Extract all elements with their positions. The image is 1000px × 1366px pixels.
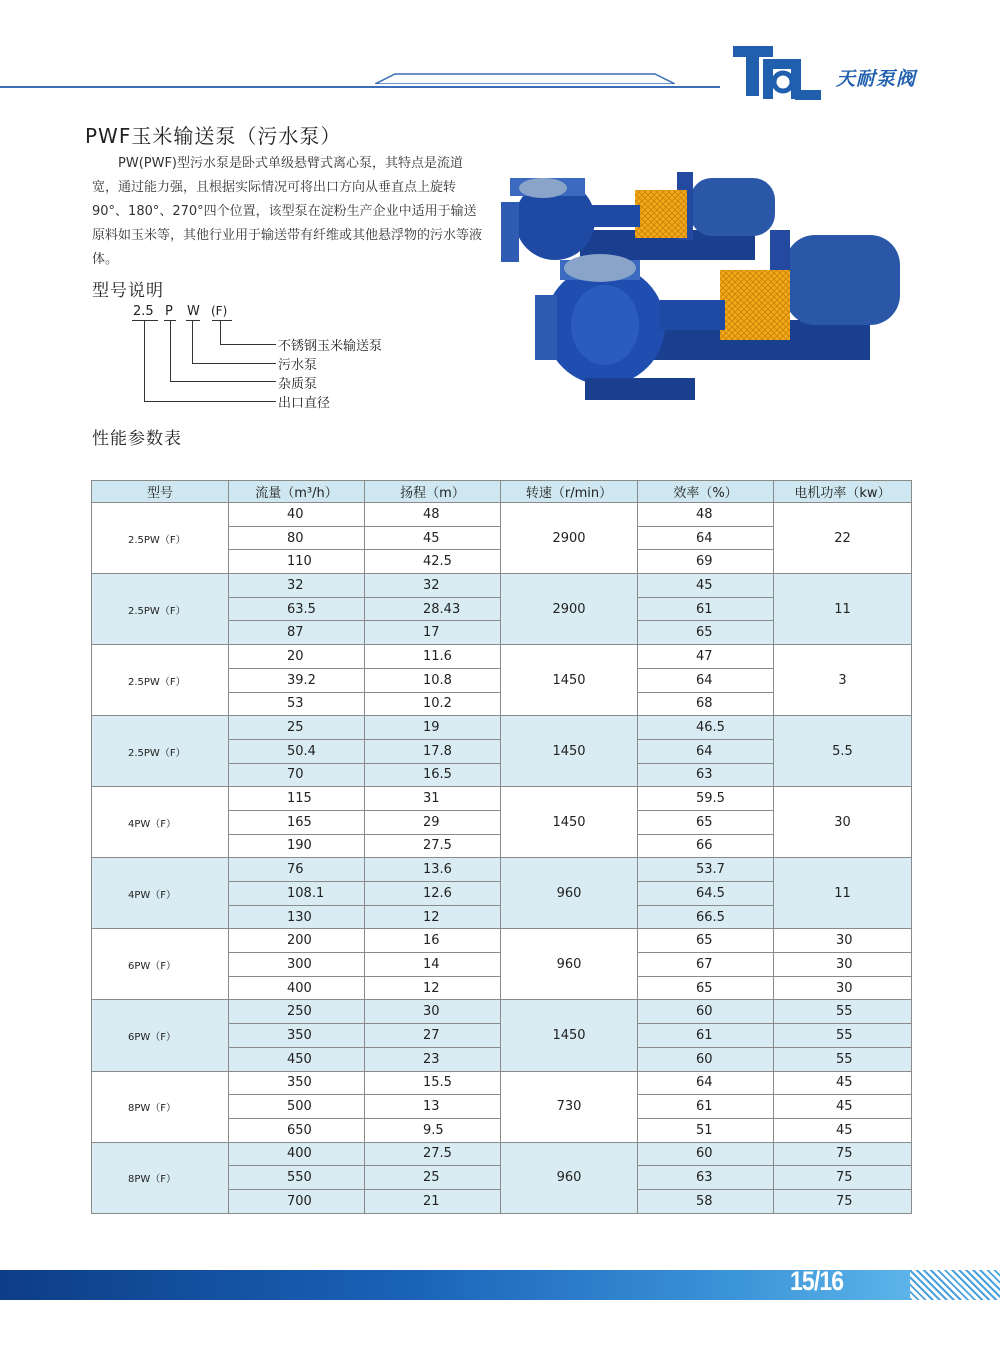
speed-cell: 960 — [501, 1142, 638, 1213]
flow-cell: 76 — [229, 858, 365, 882]
efficiency-cell: 65 — [638, 976, 774, 1000]
head-cell: 19 — [365, 716, 501, 740]
power-cell: 55 — [774, 1024, 912, 1048]
table-header-row — [92, 481, 912, 503]
table-row — [92, 1142, 912, 1166]
power-cell: 30 — [774, 953, 912, 977]
model-cell: 8PW（F） — [92, 1071, 229, 1142]
flow-cell: 700 — [229, 1189, 365, 1213]
efficiency-cell: 64 — [638, 739, 774, 763]
performance-table — [91, 480, 912, 1214]
head-cell: 11.6 — [365, 645, 501, 669]
head-cell: 32 — [365, 574, 501, 598]
power-cell: 75 — [774, 1142, 912, 1166]
intro-text — [92, 152, 482, 272]
head-cell: 12 — [365, 905, 501, 929]
model-cell: 4PW（F） — [92, 858, 229, 929]
code-f: (F) — [211, 304, 228, 318]
power-cell: 5.5 — [774, 716, 912, 787]
speed-cell: 1450 — [501, 716, 638, 787]
header-band — [375, 72, 675, 84]
table-row — [92, 1071, 912, 1095]
power-cell: 75 — [774, 1166, 912, 1190]
flow-cell: 200 — [229, 929, 365, 953]
efficiency-cell: 64.5 — [638, 882, 774, 906]
efficiency-cell: 60 — [638, 1047, 774, 1071]
page-title: PWF玉米输送泵（污水泵） — [85, 124, 342, 148]
col-model: 型号 — [92, 481, 229, 503]
flow-cell: 500 — [229, 1095, 365, 1119]
head-cell: 13.6 — [365, 858, 501, 882]
head-cell: 27.5 — [365, 1142, 501, 1166]
table-row — [92, 503, 912, 527]
efficiency-cell: 69 — [638, 550, 774, 574]
efficiency-cell: 61 — [638, 1095, 774, 1119]
head-cell: 45 — [365, 526, 501, 550]
model-cell: 2.5PW（F） — [92, 574, 229, 645]
desc-stainless: 不锈钢玉米输送泵 — [278, 339, 383, 354]
table-row — [92, 716, 912, 740]
flow-cell: 250 — [229, 1000, 365, 1024]
table-row — [92, 858, 912, 882]
table-row — [92, 645, 912, 669]
flow-cell: 130 — [229, 905, 365, 929]
speed-cell: 2900 — [501, 503, 638, 574]
power-cell: 45 — [774, 1071, 912, 1095]
code-p: P — [165, 304, 173, 319]
flow-cell: 110 — [229, 550, 365, 574]
efficiency-cell: 67 — [638, 953, 774, 977]
model-cell: 2.5PW（F） — [92, 503, 229, 574]
efficiency-cell: 59.5 — [638, 787, 774, 811]
head-cell: 12 — [365, 976, 501, 1000]
desc-impurity: 杂质泵 — [278, 377, 318, 392]
head-cell: 48 — [365, 503, 501, 527]
flow-cell: 190 — [229, 834, 365, 858]
speed-cell: 960 — [501, 858, 638, 929]
model-cell: 6PW（F） — [92, 1000, 229, 1071]
head-cell: 16 — [365, 929, 501, 953]
desc-outlet: 出口直径 — [278, 396, 331, 411]
flow-cell: 400 — [229, 1142, 365, 1166]
code-w: W — [187, 304, 200, 319]
efficiency-cell: 45 — [638, 574, 774, 598]
efficiency-cell: 48 — [638, 503, 774, 527]
model-cell: 8PW（F） — [92, 1142, 229, 1213]
speed-cell: 1450 — [501, 1000, 638, 1071]
flow-cell: 87 — [229, 621, 365, 645]
table-row — [92, 1000, 912, 1024]
flow-cell: 450 — [229, 1047, 365, 1071]
efficiency-cell: 60 — [638, 1000, 774, 1024]
head-cell: 17.8 — [365, 739, 501, 763]
flow-cell: 80 — [229, 526, 365, 550]
head-cell: 16.5 — [365, 763, 501, 787]
flow-cell: 550 — [229, 1166, 365, 1190]
efficiency-cell: 63 — [638, 763, 774, 787]
power-cell: 11 — [774, 574, 912, 645]
efficiency-cell: 66 — [638, 834, 774, 858]
head-cell: 30 — [365, 1000, 501, 1024]
head-cell: 15.5 — [365, 1071, 501, 1095]
flow-cell: 53 — [229, 692, 365, 716]
head-cell: 14 — [365, 953, 501, 977]
speed-cell: 730 — [501, 1071, 638, 1142]
speed-cell: 2900 — [501, 574, 638, 645]
col-flow: 流量（m³/h） — [229, 481, 365, 503]
head-cell: 10.8 — [365, 668, 501, 692]
pump-illustration — [495, 150, 920, 425]
head-cell: 27.5 — [365, 834, 501, 858]
brand-name: 天耐泵阀 — [836, 68, 917, 90]
efficiency-cell: 66.5 — [638, 905, 774, 929]
efficiency-cell: 53.7 — [638, 858, 774, 882]
power-cell: 3 — [774, 645, 912, 716]
head-cell: 13 — [365, 1095, 501, 1119]
flow-cell: 70 — [229, 763, 365, 787]
efficiency-cell: 68 — [638, 692, 774, 716]
flow-cell: 300 — [229, 953, 365, 977]
flow-cell: 25 — [229, 716, 365, 740]
flow-cell: 50.4 — [229, 739, 365, 763]
head-cell: 12.6 — [365, 882, 501, 906]
efficiency-cell: 58 — [638, 1189, 774, 1213]
efficiency-cell: 61 — [638, 597, 774, 621]
table-row — [92, 929, 912, 953]
desc-sewage: 污水泵 — [278, 358, 318, 373]
header-rule — [0, 86, 720, 88]
back-pump — [501, 172, 775, 262]
speed-cell: 1450 — [501, 645, 638, 716]
flow-cell: 350 — [229, 1071, 365, 1095]
col-efficiency: 效率（%） — [638, 481, 774, 503]
power-cell: 30 — [774, 787, 912, 858]
head-cell: 27 — [365, 1024, 501, 1048]
power-cell: 45 — [774, 1118, 912, 1142]
col-speed: 转速（r/min） — [501, 481, 638, 503]
power-cell: 55 — [774, 1000, 912, 1024]
flow-cell: 115 — [229, 787, 365, 811]
page-number: 15/16 — [790, 1266, 844, 1296]
head-cell: 31 — [365, 787, 501, 811]
model-heading: 型号说明 — [92, 281, 164, 301]
model-cell: 4PW（F） — [92, 787, 229, 858]
flow-cell: 32 — [229, 574, 365, 598]
power-cell: 22 — [774, 503, 912, 574]
footer-hatch — [910, 1270, 1000, 1300]
intro-paragraph: PW(PWF)型污水泵是卧式单级悬臂式离心泵，其特点是流道宽，通过能力强，且根据实际情况可将出口方向从垂直点上旋转90°、180°、270°四个位置，该型泵在淀粉生产企业中适用于输送原料如玉米等，其他行业用于输送带有纤维或其他悬浮物的污水等液体。 — [92, 156, 483, 267]
model-cell: 6PW（F） — [92, 929, 229, 1000]
efficiency-cell: 64 — [638, 668, 774, 692]
efficiency-cell: 65 — [638, 621, 774, 645]
model-cell: 2.5PW（F） — [92, 716, 229, 787]
flow-cell: 165 — [229, 810, 365, 834]
table-heading: 性能参数表 — [92, 429, 182, 449]
speed-cell: 1450 — [501, 787, 638, 858]
power-cell: 30 — [774, 929, 912, 953]
tn-logo-icon — [733, 44, 828, 104]
model-diagram — [120, 300, 420, 415]
flow-cell: 20 — [229, 645, 365, 669]
head-cell: 29 — [365, 810, 501, 834]
flow-cell: 108.1 — [229, 882, 365, 906]
efficiency-cell: 47 — [638, 645, 774, 669]
efficiency-cell: 51 — [638, 1118, 774, 1142]
speed-cell: 960 — [501, 929, 638, 1000]
power-cell: 55 — [774, 1047, 912, 1071]
power-cell: 75 — [774, 1189, 912, 1213]
head-cell: 10.2 — [365, 692, 501, 716]
efficiency-cell: 64 — [638, 1071, 774, 1095]
head-cell: 25 — [365, 1166, 501, 1190]
col-power: 电机功率（kw） — [774, 481, 912, 503]
head-cell: 21 — [365, 1189, 501, 1213]
power-cell: 11 — [774, 858, 912, 929]
footer-bar — [0, 1270, 910, 1300]
flow-cell: 39.2 — [229, 668, 365, 692]
flow-cell: 650 — [229, 1118, 365, 1142]
power-cell: 30 — [774, 976, 912, 1000]
col-head: 扬程（m） — [365, 481, 501, 503]
flow-cell: 400 — [229, 976, 365, 1000]
efficiency-cell: 46.5 — [638, 716, 774, 740]
code-size: 2.5 — [133, 304, 154, 319]
head-cell: 9.5 — [365, 1118, 501, 1142]
efficiency-cell: 61 — [638, 1024, 774, 1048]
flow-cell: 40 — [229, 503, 365, 527]
flow-cell: 350 — [229, 1024, 365, 1048]
efficiency-cell: 65 — [638, 929, 774, 953]
model-cell: 2.5PW（F） — [92, 645, 229, 716]
head-cell: 23 — [365, 1047, 501, 1071]
head-cell: 28.43 — [365, 597, 501, 621]
efficiency-cell: 65 — [638, 810, 774, 834]
table-body — [92, 503, 912, 1214]
head-cell: 17 — [365, 621, 501, 645]
flow-cell: 63.5 — [229, 597, 365, 621]
power-cell: 45 — [774, 1095, 912, 1119]
table-row — [92, 787, 912, 811]
efficiency-cell: 63 — [638, 1166, 774, 1190]
efficiency-cell: 64 — [638, 526, 774, 550]
head-cell: 42.5 — [365, 550, 501, 574]
table-row — [92, 574, 912, 598]
efficiency-cell: 60 — [638, 1142, 774, 1166]
